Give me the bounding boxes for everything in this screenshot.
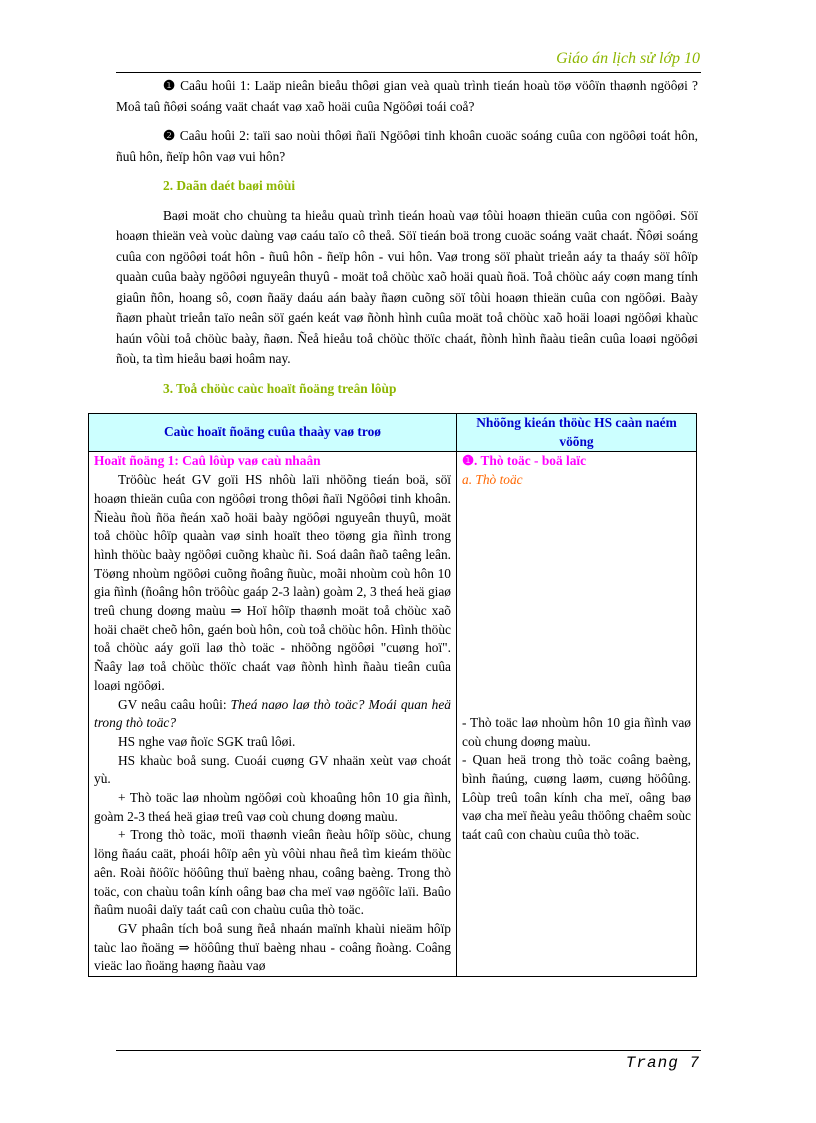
section-2-text: Baøi moät cho chuùng ta hieåu quaù trình tieán hoaù vaø tôùi hoaøn thieän cuûa con ngöôøi. Söï hoaøn thieän veà voùc daùng vaø caáu taïo cô theå. Söï tieán boä trong cuoäc soáng vaät chaát. Ñôøi soáng cuûa con ngöôøi toát hôn - ñuû hôn - ñeïp hôn - vui hôn. Vaø trong söï phaùt trieån aáy ta thaáy söï hôïp quaàn cuûa baày ngöôøi nguyeân thuyû - moät toå chöùc xaõ hoäi quaù ñoä. Toå chöùc aáy coøn mang tính giaûn ñôn, hoang sô, coøn ñaäy daáu aán baày ñaøn cuõng söï tôùi hoaøn thieän cuûa con ngöôøi. Baày ñaøn phaùt trieån taïo neân söï gaén keát vaø ñònh hình cuûa moät toå chöùc xaõ hoäi loaøi ngöôøi khaùc haún vôùi toå chöùc baày, ñaøn. Ñeå hieåu toå chöùc thöïc chaát, ñònh hình ñaàu tieân cuûa loaøi ngöôøi ñoù, ta tìm hieåu baøi hoâm nay.: [116, 207, 698, 366]
knowledge-title: ❶. Thò toäc - boä laïc: [462, 453, 587, 469]
page-number: Trang 7: [625, 1054, 700, 1072]
knowledge-point: - Quan heä trong thò toäc coâng baèng, bình ñaúng, cuøng laøm, cuøng höôûng. Lôùp treû toân kính cha meï, oâng baø vaø cha meï ñeàu yeâu thöông chaêm soùc taát caû con chaùu cuûa thò toäc.: [462, 752, 691, 843]
footer-rule: [116, 1050, 701, 1051]
section-3-heading: 3. Toå chöùc caùc hoaït ñoäng treân lôùp: [163, 380, 397, 396]
document-header-title: Giáo án lịch sử lớp 10: [556, 50, 700, 67]
activity-paragraph: + Trong thò toäc, moïi thaønh vieân ñeàu hôïp söùc, chung löng ñaáu caät, phoái hôïp aên yù vôùi nhau ñeå tìm kieám thöùc aên. Roài ñöôïc höôûng thuï baèng nhau, coâng baèng. Trong thò toäc, con chaùu toân kính oâng baø cha meï vaø ngöôïc laïi. Baûo ñaûm nuoâi daïy taát caû con chaùu cuûa thò toäc.: [94, 827, 451, 918]
knowledge-cell: [457, 452, 697, 977]
activity-paragraph: + Thò toäc laø nhoùm ngöôøi coù khoaûng hôn 10 gia ñình, goàm 2-3 theá heä giaø treû vaø coù chung doøng maùu.: [94, 790, 451, 824]
col-header-knowledge: Nhöõng kieán thöùc HS caàn naém vöõng: [457, 414, 697, 452]
activities-cell: [89, 452, 457, 977]
knowledge-subtitle: a. Thò toäc: [462, 472, 523, 488]
activity-question-italic: Theá naøo laø thò toäc? Moái quan heä trong thò toäc?: [94, 696, 451, 731]
lesson-body: [116, 76, 698, 399]
section-2-heading: 2. Daãn daét baøi môùi: [163, 178, 296, 193]
activity-paragraph: HS khaùc boå sung. Cuoái cuøng GV nhaän xeùt vaø choát yù.: [94, 752, 451, 787]
question-1-marker: ❶: [163, 78, 176, 93]
col-header-activities: Caùc hoaït ñoäng cuûa thaày vaø troø: [89, 414, 457, 452]
header-rule: [116, 72, 701, 73]
question-2: [116, 126, 698, 167]
activity-paragraph: HS nghe vaø ñoïc SGK traû lôøi.: [118, 733, 296, 749]
activity-paragraph: Tröôùc heát GV goïi HS nhôù laïi nhöõng tieán boä, söï hoaøn thieän cuûa con ngöôøi trong thôøi ñaïi Ngöôøi tinh khoân. Ñieàu ñoù ñöa ñeán xaõ hoäi baày ngöôøi nguyeân thuyû, moät toå chöùc hôïp quaàn vaø sinh hoaït theo töøng gia ñình trong hình thöùc baày ngöôøi cuõng khaùc ñi. Soá daân ñaõ taêng leân. Töøng nhoùm ngöôøi cuõng ñoâng ñuùc, moãi nhoùm coù hôn 10 gia ñình (ñoâng hôn tröôùc gaáp 2-3 laàn) goàm 2, 3 theá heä giaø treû chung doøng maùu ⇒ Hoï hôïp thaønh moät toå chöùc xaõ hoäi chaët cheõ hôn, gaén boù hôn, coù toå chöùc hôn. Hình thöùc toå chöùc aáy goïi laø thò toäc - nhöõng ngöôøi "cuøng hoï". Ñaây laø toå chöùc thöïc chaát vaø ñònh hình ñaàu tieân cuûa loaøi ngöôøi.: [94, 472, 451, 693]
question-1-text: Caâu hoûi 1: Laäp nieân bieåu thôøi gian veà quaù trình tieán hoaù töø vöôïn thaønh ngöôøi ? Moâ taû ñôøi soáng vaät chaát vaø xaõ hoäi cuûa Ngöôøi toái coå?: [116, 78, 698, 114]
activities-table: [88, 413, 697, 977]
question-2-marker: ❷: [163, 128, 176, 143]
activity-question-lead: GV neâu caâu hoûi:: [118, 696, 231, 712]
activity-paragraph: [94, 696, 451, 733]
question-1: [116, 76, 698, 117]
knowledge-point: - Thò toäc laø nhoùm hôn 10 gia ñình vaø coù chung doøng maùu.: [462, 714, 691, 749]
activity-paragraph: GV phaân tích boå sung ñeå nhaán maïnh khaùi nieäm hôïp taùc lao ñoäng ⇒ höôûng thuï baèng nhau - coâng ñoàng. Coâng vieäc lao ñoäng haøng ñaàu vaø: [94, 920, 451, 974]
question-2-text: Caâu hoûi 2: taïi sao noùi thôøi ñaïi Ngöôøi tinh khoân cuoäc soáng cuûa con ngöôøi toát hôn, ñuû hôn, ñeïp hôn vaø vui hôn?: [116, 128, 698, 164]
activity-1-title: Hoaït ñoäng 1: Caû lôùp vaø caù nhaân: [94, 453, 321, 469]
